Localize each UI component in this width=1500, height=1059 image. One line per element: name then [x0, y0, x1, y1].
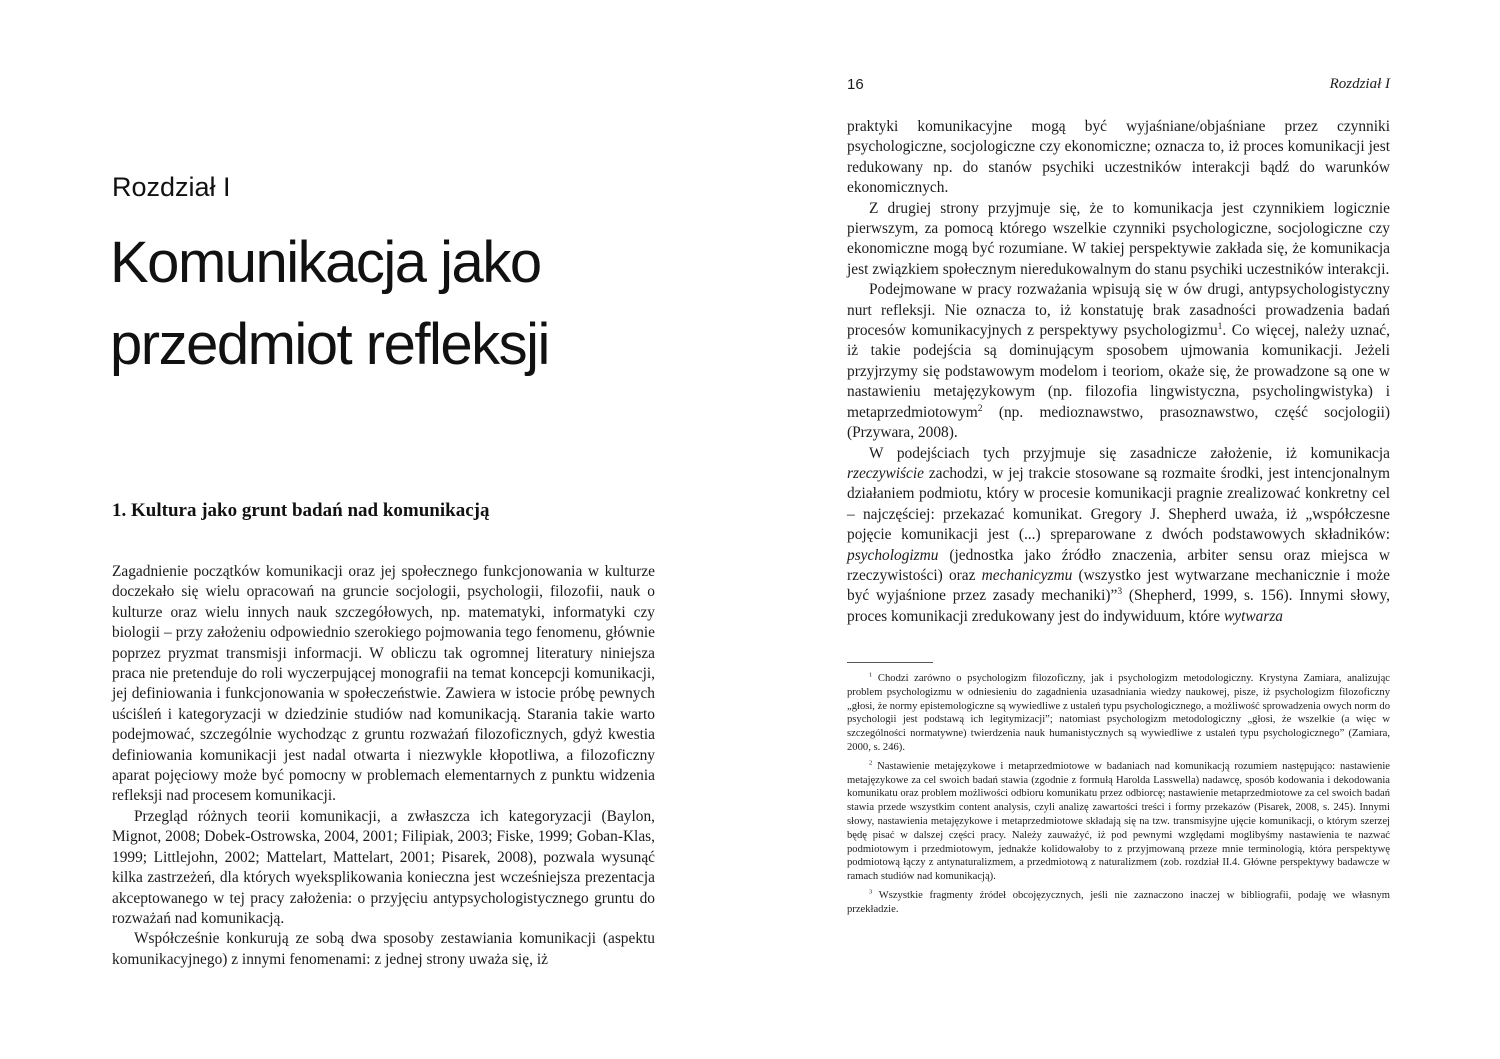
- footnote: [847, 889, 1390, 917]
- chapter-title-line-2: przedmiot refleksji: [110, 312, 549, 377]
- right-body-text: [847, 117, 1390, 627]
- footnote-text: Wszystkie fragmenty źródeł obcojęzycznych, jeśli nie zaznaczono inaczej w bibliografii, podaję we własnym przekładzie.: [847, 889, 1390, 915]
- footnote: [847, 760, 1390, 884]
- footnote-ref[interactable]: 2: [977, 402, 983, 414]
- text-run: (wszystko jest wytwarzane mechanicznie i może być wyjaśnione przez zasady mechaniki)”: [847, 566, 1390, 605]
- text-run: (jednostka jako źródło znaczenia, arbiter sensu oraz miejsca w rzeczywistości) oraz: [847, 546, 1390, 584]
- footnote-number: 2: [869, 759, 873, 767]
- running-head: [847, 76, 1390, 93]
- paragraph: praktyki komunikacyjne mogą być wyjaśniane/objaśniane przez czynniki psychologiczne, socjologiczne czy ekonomiczne; oznacza to, iż proces komunikacji jest redukowany np. do stanów psychiki uczestników interakcji bądź do warunków ekonomicznych.: [847, 118, 1390, 197]
- italic-term: mechanicyzmu: [981, 566, 1073, 584]
- chapter-title-line-1: Komunikacja jako: [110, 230, 541, 295]
- footnote-number: 1: [869, 671, 873, 679]
- footnote-divider: [847, 662, 933, 663]
- italic-term: wytwarza: [1224, 607, 1284, 625]
- paragraph: [847, 444, 1390, 628]
- left-body-text: [112, 562, 655, 970]
- footnote: [847, 672, 1390, 755]
- footnote-ref[interactable]: 1: [1217, 320, 1223, 332]
- footnote-ref[interactable]: 3: [1117, 586, 1123, 598]
- footnote-text: Nastawienie metajęzykowe i metaprzedmiotowe w badaniach nad komunikacją rozumiem następująco: nastawienie metajęzykowe za cel swoich badań stawia (zgodnie z formułą Harolda Lasswella) nadawcę, sposób kodowania i dekodowania komunikatu oraz problem możliwości odbioru komunikatu przez odbiorcę; nastawienie metaprzedmiotowe za cel swoich badań stawia przede wszystkim content analysis, czyli analizę zawartości treści i formy przekazów (Pisarek, 2008, s. 245). Innymi słowy, nastawienia metajęzykowe i metaprzedmiotowe składają się na tzw. transmisyjne ujęcie komunikacji, o którym szerzej będę pisać w dalszej części pracy. Należy zauważyć, iż pod pewnymi względami moglibyśmy nastawienia te nazwać podmiotowym i przedmiotowym, jednakże kolidowałoby to z przyjmowaną przeze mnie terminologią, która perspektywę podmiotową łączy z antynaturalizmem, a przedmiotową z naturalizmem (zob. rozdział II.4. Główne perspektywy badawcze w ramach studiów nad komunikacją).: [847, 760, 1390, 883]
- text-run: . Co więcej, należy uznać, iż takie podejścia są dominującym sposobem ujmowania komunikacji. Jeżeli przyjrzymy się podstawowym modelom i teoriom, okaże się, że prowadzone są one w nastawieniu metajęzykowym (np. filozofia lingwistyczna, psycholingwistyka) i metaprzedmiotowym: [847, 322, 1390, 421]
- footnotes: [847, 672, 1390, 922]
- text-run: zachodzi, w jej trakcie stosowane są rozmaite środki, jest intencjonalnym działaniem podmiotu, który w procesie komunikacji pragnie zrealizować konkretny cel – najczęściej: przekazać komunikat. Gregory J. Shepherd uważa, iż „współczesne pojęcie komunikacji jest (...) spreparowane z dwóch podstawowych składników:: [847, 464, 1390, 544]
- page-number: 16: [847, 76, 864, 93]
- footnote-text: Chodzi zarówno o psychologizm filozoficzny, jak i psychologizm metodologiczny. Krystyna Zamiara, analizując problem psychologizmu w odniesieniu do zagadnienia uzasadniania wiedzy naukowej, pisze, iż psychologizm filozoficzny „głosi, że normy epistemologiczne są wywiedliwe z ustaleń typu psychologicznego, a możliwość sprowadzenia owych norm do psychologii jest podstawą ich legitymizacji”; natomiast psychologizm metodologiczny „głosi, że wszelkie (a więc w szczególności normatywne) twierdzenia nauk humanistycznych są wywiedliwe z ustaleń typu psychologicznego” (Zamiara, 2000, s. 246).: [847, 673, 1390, 753]
- paragraph: Przegląd różnych teorii komunikacji, a zwłaszcza ich kategoryzacji (Baylon, Mignot, 2008; Dobek-Ostrowska, 2004, 2001; Filipiak, 2003; Fiske, 1999; Goban-Klas, 1999; Littlejohn, 2002; Mattelart, Mattelart, 2001; Pisarek, 2008), pozwala wysunąć kilka zastrzeżeń, dla których wyeksplikowania konieczna jest wcześniejsza prezentacja akceptowanego w tej pracy założenia: o przyjęciu antypsychologistycznego gruntu do rozważań nad komunikacją.: [112, 807, 655, 927]
- right-page: [750, 0, 1500, 1059]
- running-chapter-title: Rozdział I: [1329, 76, 1390, 92]
- paragraph: Współcześnie konkurują ze sobą dwa sposoby zestawiania komunikacji (aspektu komunikacyjnego) z innymi fenomenami: z jednej strony uważa się, iż: [112, 930, 655, 968]
- italic-term: rzeczywiście: [847, 464, 924, 482]
- italic-term: psychologizmu: [847, 546, 939, 564]
- chapter-label: Rozdział I: [112, 172, 231, 202]
- text-run: (np. medioznawstwo, prasoznawstwo, część socjologii) (Przywara, 2008).: [847, 403, 1390, 442]
- paragraph: [847, 280, 1390, 443]
- text-run: (Shepherd, 1999, s. 156). Innymi słowy, proces komunikacji zredukowany jest do indywiduum, które: [847, 587, 1390, 625]
- paragraph: Zagadnienie początków komunikacji oraz jej społecznego funkcjonowania w kulturze doczekało się wielu opracowań na gruncie socjologii, psychologii, filozofii, nauk o kulturze oraz wielu innych nauk szczegółowych, np. matematyki, informatyki czy biologii – przy założeniu odpowiednio szerokiego pojmowania tego fenomenu, głównie poprzez pryzmat transmisji informacji. W obliczu tak ogromnej literatury niniejsza praca nie pretenduje do roli wyczerpującej monografii na temat koncepcji komunikacji, jej definiowania i funkcjonowania w społeczeństwie. Zawiera w istocie próbę pewnych uściśleń i kategoryzacji w dziedzinie studiów nad komunikacją. Starania takie warto podejmować, szczególnie wychodząc z gruntu rozważań filozoficznych, gdyż kwestia definiowania komunikacji jest nadal otwarta i niezwykle kłopotliwa, a filozoficzny aparat pojęciowy może być pomocny w problemach elementarnych z punktu widzenia refleksji nad procesem komunikacji.: [112, 563, 655, 805]
- text-run: W podejściach tych przyjmuje się zasadnicze założenie, iż komunikacja: [869, 444, 1390, 462]
- text-run: Podejmowane w pracy rozważania wpisują się w ów drugi, antypsychologistyczny nurt refleksji. Nie oznacza to, iż konstatuję brak zasadności prowadzenia badań procesów komunikacyjnych z perspektywy psychologizmu: [847, 281, 1390, 340]
- chapter-title: [110, 222, 670, 386]
- paragraph: Z drugiej strony przyjmuje się, że to komunikacja jest czynnikiem logicznie pierwszym, za pomocą którego wszelkie czynniki psychologiczne, socjologiczne czy ekonomiczne mogą być rozumiane. W takiej perspektywie zakłada się, że komunikacja jest związkiem społecznym nieredukowalnym do stanu psychiki uczestników interakcji.: [847, 199, 1390, 278]
- footnote-number: 3: [869, 888, 873, 896]
- section-heading: 1. Kultura jako grunt badań nad komunikacją: [112, 500, 490, 521]
